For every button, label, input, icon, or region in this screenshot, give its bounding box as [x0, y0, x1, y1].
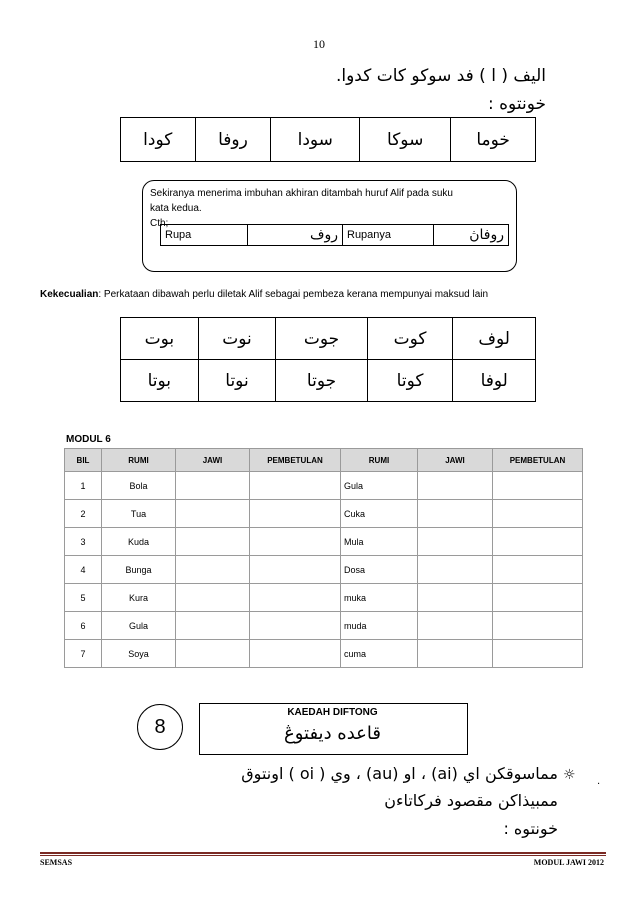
pembetulan-cell[interactable] — [250, 612, 341, 640]
pembetulan-cell[interactable] — [250, 472, 341, 500]
header-bil: BIL — [65, 449, 102, 472]
table-cell: روفا — [195, 118, 271, 162]
rumi-cell: Gula — [102, 612, 176, 640]
table-cell: بوت — [121, 318, 199, 360]
words-table-1 — [120, 117, 536, 162]
jawi-cell[interactable] — [418, 472, 493, 500]
rumi-cell: Cuka — [341, 500, 418, 528]
rumi-cell: muda — [341, 612, 418, 640]
rumi-cell: Tua — [102, 500, 176, 528]
table-row — [65, 584, 583, 612]
pembetulan-cell[interactable] — [493, 472, 583, 500]
bil-cell: 7 — [65, 640, 102, 668]
pembetulan-cell[interactable] — [250, 640, 341, 668]
page-number: 10 — [313, 37, 325, 51]
jawi-cell[interactable] — [418, 612, 493, 640]
table-row — [121, 118, 536, 162]
table-cell: كوتا — [367, 360, 453, 402]
stray-dot: . — [597, 776, 601, 787]
words-table-2 — [120, 317, 536, 402]
table-cell: نوتا — [198, 360, 276, 402]
pembetulan-cell[interactable] — [493, 556, 583, 584]
bil-cell: 1 — [65, 472, 102, 500]
rumi-cell: Kura — [102, 584, 176, 612]
rumi-cell: Mula — [341, 528, 418, 556]
pembetulan-cell[interactable] — [493, 500, 583, 528]
footer-divider — [40, 855, 606, 856]
table-row — [121, 360, 536, 402]
heading-line-1: اليف ( ا ) فد سوكو كات كدوا. — [335, 66, 546, 86]
table-header-row — [65, 449, 583, 472]
modul-table — [64, 448, 583, 668]
bil-cell: 2 — [65, 500, 102, 528]
pembetulan-cell[interactable] — [250, 584, 341, 612]
jawi-cell[interactable] — [418, 528, 493, 556]
rule-text-line: Sekiranya menerima imbuhan akhiran ditambah huruf Alif pada suku — [150, 188, 453, 199]
exception-label: Kekecualian — [40, 289, 99, 300]
table-cell: بوتا — [121, 360, 199, 402]
jawi-cell[interactable] — [418, 556, 493, 584]
bil-cell: 3 — [65, 528, 102, 556]
footer-left: SEMSAS — [40, 858, 73, 867]
section-number-circle: 8 — [137, 704, 183, 750]
table-row — [65, 528, 583, 556]
header-rumi: RUMI — [341, 449, 418, 472]
table-cell: لوفا — [453, 360, 536, 402]
jawi-cell[interactable] — [418, 640, 493, 668]
jawi-cell[interactable] — [176, 472, 250, 500]
jawi-cell[interactable] — [418, 500, 493, 528]
jawi-cell[interactable] — [176, 640, 250, 668]
table-row — [65, 612, 583, 640]
table-cell: كوت — [367, 318, 453, 360]
rumi-cell: Bola — [102, 472, 176, 500]
rumi-cell: Gula — [341, 472, 418, 500]
pembetulan-cell[interactable] — [493, 528, 583, 556]
diftong-line-2: ممبيذاكن مقصود فركاتاءن — [384, 791, 558, 810]
example-jawi-1: روف — [248, 225, 343, 246]
header-jawi: JAWI — [176, 449, 250, 472]
table-cell: جوت — [276, 318, 367, 360]
table-cell: لوف — [453, 318, 536, 360]
diftong-line-3: خونتوه : — [503, 819, 558, 838]
table-row — [121, 318, 536, 360]
heading-line-2: خونتوه : — [488, 94, 546, 114]
table-row — [65, 500, 583, 528]
jawi-cell[interactable] — [176, 528, 250, 556]
example-table — [160, 224, 509, 246]
diftong-line-1: مماسوقكن اي (ai) ، او (au) ، وي ( oi ) اونتوق — [241, 764, 558, 783]
jawi-cell[interactable] — [176, 500, 250, 528]
example-label-2: Rupanya — [343, 225, 434, 246]
rumi-cell: Soya — [102, 640, 176, 668]
table-cell: سودا — [271, 118, 360, 162]
example-label-1: Rupa — [161, 225, 248, 246]
kaedah-title-jawi: قاعده ديفتوڠ — [283, 723, 382, 744]
jawi-cell[interactable] — [176, 612, 250, 640]
jawi-cell[interactable] — [176, 584, 250, 612]
header-rumi: RUMI — [102, 449, 176, 472]
exception-note — [40, 289, 488, 300]
rumi-cell: muka — [341, 584, 418, 612]
table-row — [65, 640, 583, 668]
rule-text-line: Cth; — [150, 218, 169, 229]
pembetulan-cell[interactable] — [493, 612, 583, 640]
table-cell: سوكا — [360, 118, 451, 162]
table-cell: خوما — [451, 118, 536, 162]
jawi-cell[interactable] — [176, 556, 250, 584]
modul-label: MODUL 6 — [66, 434, 111, 445]
footer-divider — [40, 852, 606, 854]
table-row — [65, 556, 583, 584]
pembetulan-cell[interactable] — [493, 640, 583, 668]
header-pembetulan: PEMBETULAN — [250, 449, 341, 472]
table-cell: كودا — [121, 118, 196, 162]
example-jawi-2: روفاڽ — [434, 225, 509, 246]
jawi-cell[interactable] — [418, 584, 493, 612]
table-cell: نوت — [198, 318, 276, 360]
bil-cell: 6 — [65, 612, 102, 640]
table-cell: جوتا — [276, 360, 367, 402]
exception-text: : Perkataan dibawah perlu diletak Alif sebagai pembeza kerana mempunyai maksud lain — [98, 289, 489, 300]
sun-bullet-icon: ☼ — [563, 767, 576, 783]
rumi-cell: cuma — [341, 640, 418, 668]
footer-right: MODUL JAWI 2012 — [533, 858, 604, 867]
rumi-cell: Dosa — [341, 556, 418, 584]
rule-text-line: kata kedua. — [150, 203, 202, 214]
pembetulan-cell[interactable] — [250, 500, 341, 528]
bil-cell: 4 — [65, 556, 102, 584]
rumi-cell: Kuda — [102, 528, 176, 556]
table-row — [65, 472, 583, 500]
header-pembetulan: PEMBETULAN — [493, 449, 583, 472]
table-row — [161, 225, 509, 246]
pembetulan-cell[interactable] — [493, 584, 583, 612]
pembetulan-cell[interactable] — [250, 556, 341, 584]
pembetulan-cell[interactable] — [250, 528, 341, 556]
rumi-cell: Bunga — [102, 556, 176, 584]
header-jawi: JAWI — [418, 449, 493, 472]
bil-cell: 5 — [65, 584, 102, 612]
kaedah-title: KAEDAH DIFTONG — [287, 707, 378, 718]
